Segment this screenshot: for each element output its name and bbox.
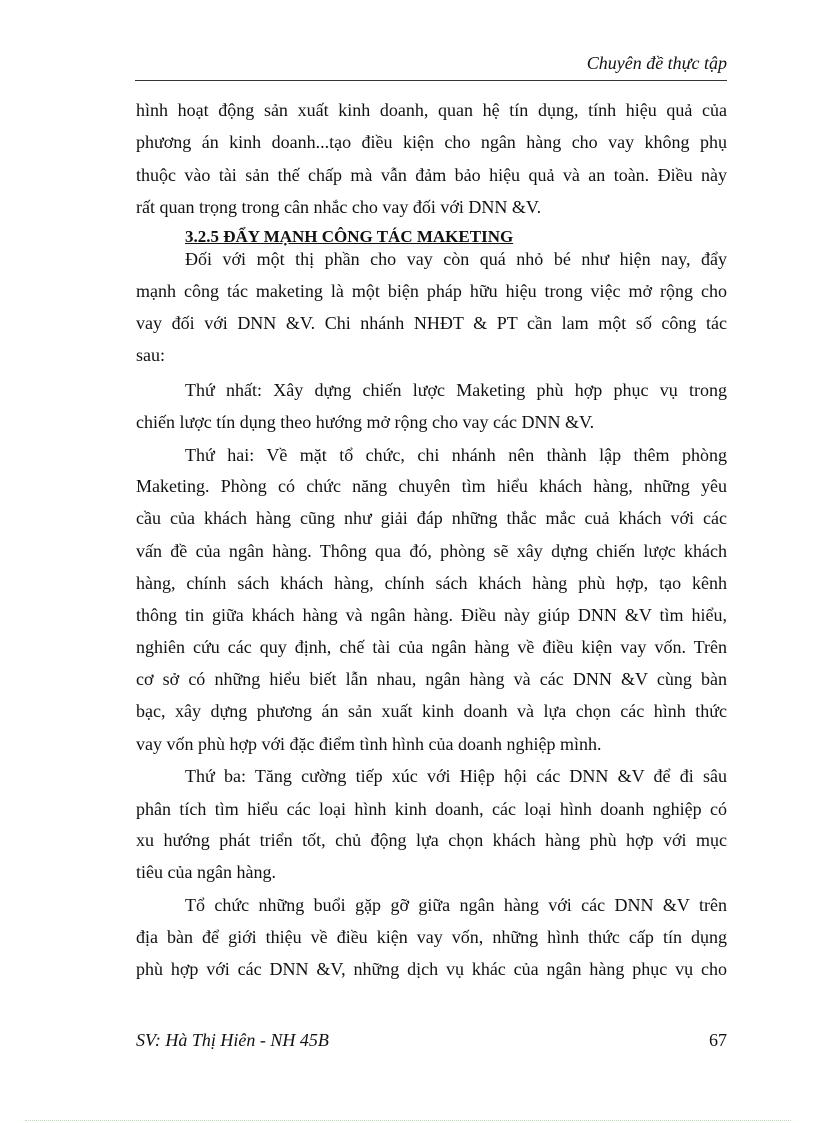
text-line: hình hoạt động sản xuất kinh doanh, quan hệ tín dụng, tính hiệu quả của xyxy=(136,100,727,120)
header-rule xyxy=(135,80,727,81)
text-line: phù hợp với các DNN &V, những dịch vụ khác của ngân hàng phục vụ cho xyxy=(136,959,727,979)
text-line: vay vốn phù hợp với đặc điểm tình hình của doanh nghiệp mình. xyxy=(136,734,602,754)
footer-author: SV: Hà Thị Hiên - NH 45B xyxy=(136,1030,329,1050)
text-line: hàng, chính sách khách hàng, chính sách khách hàng phù hợp, tạo kênh xyxy=(136,573,727,593)
text-line: địa bàn để giới thiệu về điều kiện vay vốn, những hình thức cấp tín dụng xyxy=(136,927,727,947)
text-line: thông tin giữa khách hàng và ngân hàng. Điều này giúp DNN &V tìm hiểu, xyxy=(136,605,727,625)
running-header: Chuyên đề thực tập xyxy=(586,53,727,73)
text-line: bạc, xây dựng phương án sản xuất kinh doanh và lựa chọn các hình thức xyxy=(136,701,727,721)
page-bottom-divider xyxy=(25,1120,791,1121)
text-line: Đối với một thị phần cho vay còn quá nhỏ bé như hiện nay, đẩy xyxy=(185,249,727,269)
text-line: vay đối với DNN &V. Chi nhánh NHĐT & PT cần lam một số công tác xyxy=(136,313,727,333)
text-line: phân tích tìm hiểu các loại hình kinh doanh, các loại hình doanh nghiệp có xyxy=(136,799,727,819)
section-heading: 3.2.5 ĐẨY MẠNH CÔNG TÁC MAKETING xyxy=(185,227,514,246)
text-line: phương án kinh doanh...tạo điều kiện cho ngân hàng cho vay không phụ xyxy=(136,132,727,152)
text-line: cầu của khách hàng cũng như giải đáp những thắc mắc cuả khách với các xyxy=(136,508,727,528)
text-line: Maketing. Phòng có chức năng chuyên tìm hiểu khách hàng, những yêu xyxy=(136,476,727,496)
text-line: Thứ nhất: Xây dựng chiến lược Maketing phù hợp phục vụ trong xyxy=(185,380,727,400)
text-line: thuộc vào tài sản thế chấp mà vẫn đảm bảo hiệu quả và an toàn. Điều này xyxy=(136,165,727,185)
text-line: chiến lược tín dụng theo hướng mở rộng cho vay các DNN &V. xyxy=(136,412,595,432)
text-line: Tổ chức những buổi gặp gỡ giữa ngân hàng với các DNN &V trên xyxy=(185,895,727,915)
text-line: cơ sở có những hiểu biết lẫn nhau, ngân hàng và các DNN &V cùng bàn xyxy=(136,669,727,689)
text-line: Thứ ba: Tăng cường tiếp xúc với Hiệp hội các DNN &V để đi sâu xyxy=(185,766,727,786)
text-line: vấn đề của ngân hàng. Thông qua đó, phòng sẽ xây dựng chiến lược khách xyxy=(136,541,727,561)
text-line: rất quan trọng trong cân nhắc cho vay đối với DNN &V. xyxy=(136,197,542,217)
text-line: sau: xyxy=(136,345,165,365)
page-number: 67 xyxy=(709,1030,727,1050)
text-line: tiêu của ngân hàng. xyxy=(136,862,276,882)
text-line: nghiên cứu các quy định, chế tài của ngân hàng về điều kiện vay vốn. Trên xyxy=(136,637,727,657)
text-line: Thứ hai: Về mặt tổ chức, chi nhánh nên thành lập thêm phòng xyxy=(185,445,727,465)
text-line: mạnh công tác maketing là một biện pháp hữu hiệu trong việc mở rộng cho xyxy=(136,281,727,301)
text-line: xu hướng phát triển tốt, chủ động lựa chọn khách hàng phù hợp với mục xyxy=(136,830,727,850)
